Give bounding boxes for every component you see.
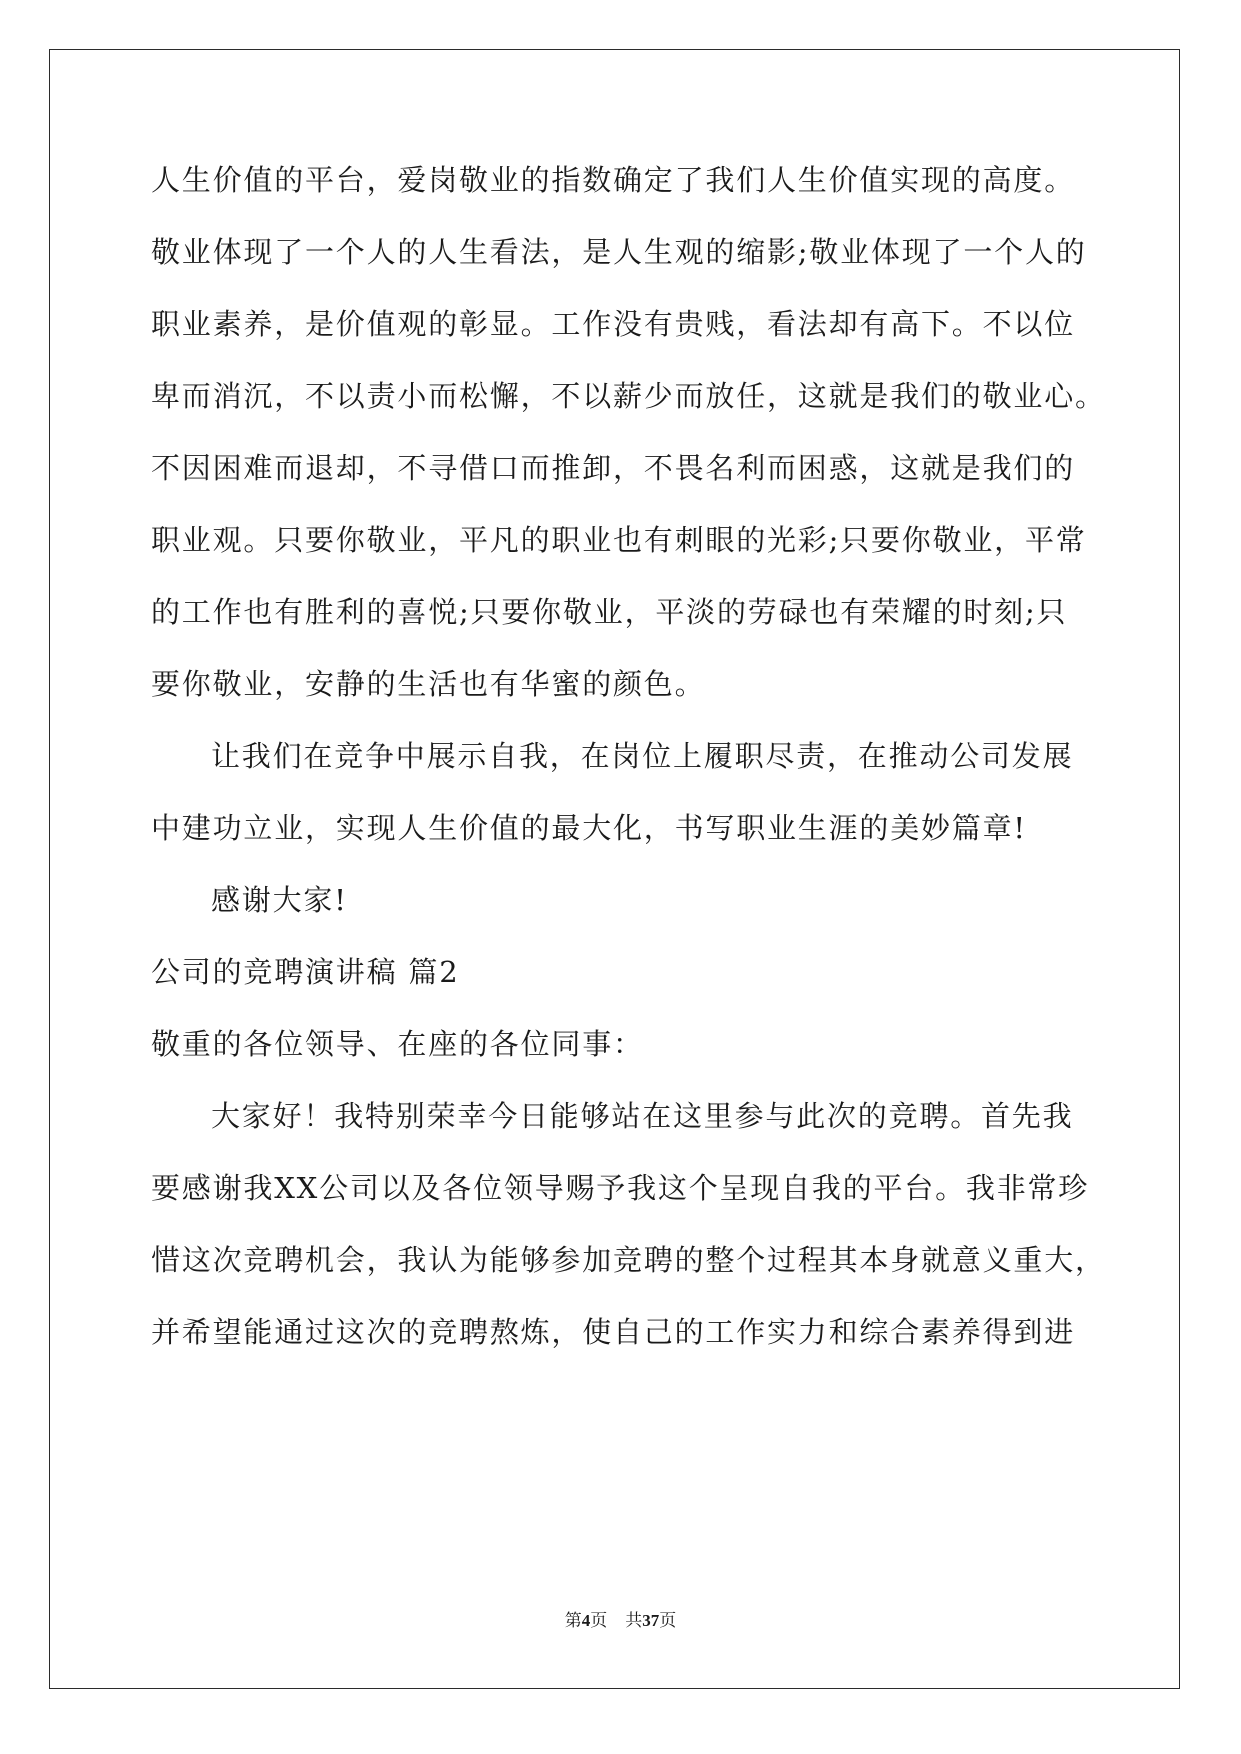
- text-line: 中建功立业，实现人生价值的最大化，书写职业生涯的美妙篇章!: [151, 811, 1027, 845]
- total-prefix: 共: [625, 1611, 643, 1630]
- page-border: [49, 49, 1180, 1689]
- page-footer: [0, 1609, 1241, 1633]
- text-line: 敬业体现了一个人的人生看法，是人生观的缩影;敬业体现了一个人的: [151, 235, 1087, 269]
- text-line: 职业素养，是价值观的彰显。工作没有贵贱，看法却有高下。不以位: [151, 307, 1076, 341]
- text-line: 不因困难而退却，不寻借口而推卸，不畏名利而困惑，这就是我们的: [151, 451, 1076, 485]
- paragraph-first-line: 大家好！我特别荣幸今日能够站在这里参与此次的竞聘。首先我: [211, 1099, 1074, 1133]
- text-line: 职业观。只要你敬业，平凡的职业也有刺眼的光彩;只要你敬业，平常: [151, 523, 1087, 557]
- page-number: 4: [581, 1611, 591, 1630]
- text-line: 的工作也有胜利的喜悦;只要你敬业，平淡的劳碌也有荣耀的时刻;只: [151, 595, 1068, 629]
- section-heading: 公司的竞聘演讲稿 篇2: [151, 955, 460, 989]
- text-line: 人生价值的平台，爱岗敬业的指数确定了我们人生价值实现的高度。: [151, 163, 1076, 197]
- text-line: 卑而消沉，不以责小而松懈，不以薪少而放任，这就是我们的敬业心。: [151, 379, 1106, 413]
- page-suffix: 页: [590, 1611, 608, 1630]
- text-line: 要感谢我XX公司以及各位领导赐予我这个呈现自我的平台。我非常珍: [151, 1171, 1090, 1205]
- text-line: 惜这次竞聘机会，我认为能够参加竞聘的整个过程其本身就意义重大，: [151, 1243, 1106, 1277]
- text-line: 要你敬业，安静的生活也有华蜜的颜色。: [151, 667, 706, 701]
- total-pages: 37: [642, 1611, 660, 1630]
- closing-thanks: 感谢大家!: [211, 883, 348, 917]
- page-prefix: 第: [564, 1611, 582, 1630]
- paragraph-first-line: 让我们在竞争中展示自我，在岗位上履职尽责，在推动公司发展: [211, 739, 1074, 773]
- salutation: 敬重的各位领导、在座的各位同事：: [151, 1027, 644, 1061]
- total-suffix: 页: [659, 1611, 677, 1630]
- text-line: 并希望能通过这次的竞聘熬炼，使自己的工作实力和综合素养得到进: [151, 1315, 1076, 1349]
